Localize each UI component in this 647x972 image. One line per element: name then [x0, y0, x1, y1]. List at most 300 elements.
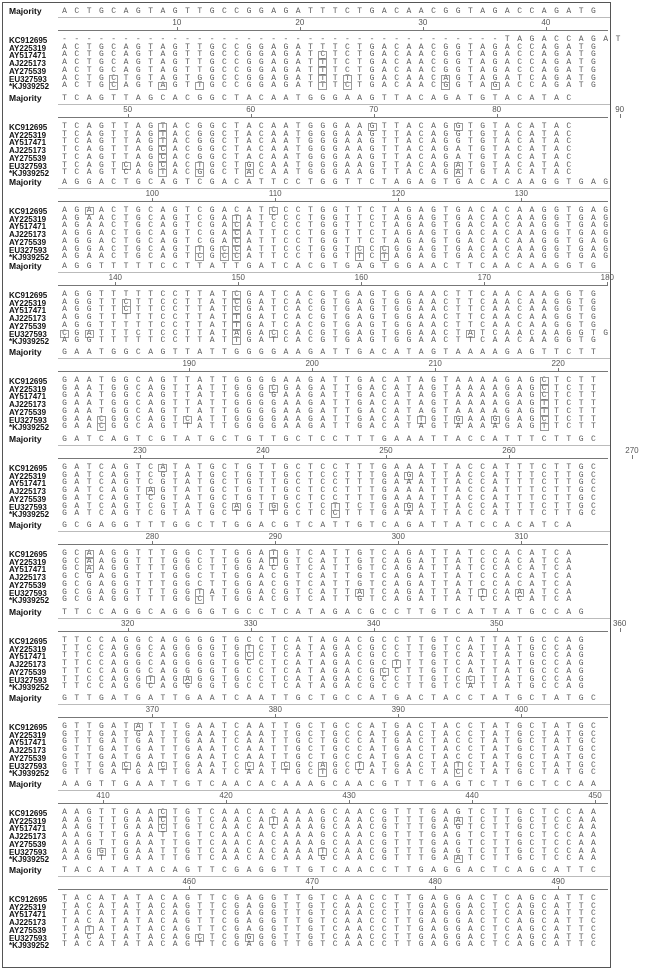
- base: G: [480, 122, 486, 131]
- base: A: [369, 760, 375, 770]
- base: G: [454, 416, 463, 424]
- base: G: [234, 909, 240, 919]
- ruler-tick-label: 110: [268, 189, 282, 198]
- base: T: [504, 745, 510, 755]
- base: G: [357, 399, 363, 409]
- base: A: [197, 760, 203, 770]
- base: G: [185, 608, 190, 617]
- base: A: [209, 745, 215, 755]
- base: T: [344, 178, 350, 187]
- base: A: [431, 313, 436, 323]
- base: G: [246, 556, 252, 566]
- base: G: [209, 493, 215, 503]
- base: G: [98, 137, 104, 147]
- base: T: [467, 564, 473, 574]
- base: C: [504, 221, 510, 231]
- base: C: [148, 463, 153, 472]
- base: T: [135, 595, 141, 605]
- base: T: [344, 244, 350, 254]
- base: A: [271, 122, 276, 131]
- base: A: [320, 579, 326, 589]
- base: G: [529, 636, 535, 645]
- base: G: [234, 651, 240, 661]
- base: G: [185, 932, 190, 942]
- base: A: [283, 348, 289, 357]
- base: A: [320, 348, 326, 357]
- base: A: [62, 236, 67, 246]
- base: A: [504, 145, 510, 155]
- base: T: [271, 651, 276, 661]
- base: T: [492, 846, 498, 856]
- base: T: [566, 924, 572, 934]
- base: G: [135, 65, 141, 75]
- base: A: [74, 909, 80, 919]
- base: T: [467, 160, 473, 170]
- base: T: [357, 65, 363, 75]
- base: T: [271, 509, 276, 519]
- base: C: [332, 846, 338, 856]
- base: A: [74, 823, 80, 833]
- base: T: [344, 435, 350, 444]
- base: A: [554, 760, 559, 770]
- base: G: [271, 917, 276, 927]
- base: G: [529, 391, 535, 401]
- base: T: [221, 406, 227, 416]
- base: A: [172, 917, 178, 927]
- base: G: [234, 521, 240, 530]
- base: C: [381, 556, 387, 566]
- base: G: [431, 815, 436, 825]
- base: A: [344, 608, 350, 617]
- base: C: [369, 206, 375, 215]
- base: C: [74, 168, 80, 178]
- base: G: [455, 823, 461, 833]
- base: G: [369, 674, 375, 684]
- base: T: [504, 808, 510, 817]
- base: G: [160, 435, 166, 444]
- base: T: [443, 244, 449, 254]
- base: T: [86, 65, 92, 75]
- base: A: [566, 521, 572, 530]
- base: T: [554, 435, 559, 444]
- base: G: [160, 348, 166, 357]
- base: C: [381, 932, 387, 942]
- base: G: [283, 470, 289, 480]
- base: T: [431, 486, 436, 496]
- base: A: [123, 42, 129, 52]
- base: C: [517, 262, 522, 271]
- base: A: [394, 486, 399, 496]
- base: C: [455, 682, 461, 692]
- base: T: [406, 406, 412, 416]
- base: C: [504, 894, 510, 903]
- base: A: [320, 608, 326, 617]
- base: C: [221, 463, 227, 472]
- base: A: [541, 290, 547, 299]
- base: C: [590, 866, 596, 875]
- base: C: [283, 244, 289, 254]
- base: A: [541, 320, 547, 330]
- base: C: [160, 297, 166, 307]
- base: T: [221, 729, 227, 739]
- base: C: [295, 493, 301, 503]
- base: G: [406, 221, 412, 231]
- alignment-block: [3, 92, 625, 179]
- base: T: [431, 493, 436, 503]
- base: T: [357, 206, 363, 215]
- base: T: [332, 406, 338, 416]
- base: G: [357, 556, 363, 566]
- base: C: [418, 122, 424, 131]
- base: C: [209, 780, 215, 789]
- base: A: [246, 940, 252, 950]
- base: G: [369, 152, 375, 162]
- base: A: [246, 213, 252, 223]
- base: G: [381, 435, 387, 444]
- base: A: [590, 244, 596, 254]
- base: A: [172, 932, 178, 942]
- base: T: [529, 470, 535, 480]
- base: T: [344, 509, 350, 519]
- base: C: [381, 682, 387, 692]
- base: T: [185, 262, 190, 271]
- base: C: [517, 556, 522, 566]
- base: C: [554, 823, 559, 833]
- ruler-tick: [103, 800, 104, 804]
- base: A: [295, 313, 301, 323]
- base: T: [185, 328, 190, 338]
- base: T: [394, 823, 399, 833]
- base: A: [566, 682, 572, 692]
- base: C: [148, 682, 153, 692]
- base: C: [443, 328, 449, 338]
- base: G: [431, 399, 436, 409]
- base: T: [86, 694, 92, 703]
- base: A: [455, 145, 461, 155]
- base: G: [431, 682, 436, 692]
- base: A: [431, 168, 436, 178]
- base: C: [541, 493, 547, 503]
- base: A: [135, 854, 141, 864]
- base: G: [258, 406, 264, 416]
- base: A: [517, 35, 522, 44]
- base: A: [62, 320, 67, 330]
- base: T: [578, 894, 584, 903]
- base: C: [431, 81, 436, 91]
- base: T: [566, 694, 572, 703]
- base: T: [320, 737, 326, 747]
- base: T: [295, 564, 301, 574]
- base: C: [554, 572, 559, 582]
- base: -: [467, 35, 473, 44]
- base: G: [369, 608, 375, 617]
- base: A: [406, 760, 412, 770]
- base: G: [369, 50, 375, 60]
- base: A: [295, 659, 301, 669]
- base: T: [467, 81, 473, 91]
- base: T: [344, 501, 350, 511]
- base: C: [467, 737, 473, 747]
- base: A: [418, 7, 424, 16]
- base: C: [221, 152, 227, 162]
- base: C: [467, 752, 473, 762]
- base: A: [418, 244, 424, 254]
- base: T: [541, 152, 547, 162]
- base: T: [197, 894, 203, 903]
- base: G: [111, 414, 117, 424]
- base: T: [86, 745, 92, 755]
- base: G: [406, 297, 412, 307]
- base: T: [541, 815, 547, 825]
- base: T: [123, 694, 129, 703]
- base: G: [209, 206, 215, 215]
- base: A: [431, 901, 436, 911]
- base: T: [467, 823, 473, 833]
- base: A: [529, 320, 535, 330]
- base: G: [344, 328, 350, 338]
- base: A: [480, 406, 486, 416]
- base: G: [554, 252, 559, 262]
- ruler-tick: [275, 198, 276, 202]
- base: C: [221, 470, 227, 480]
- base: T: [406, 651, 412, 661]
- base: G: [172, 572, 178, 582]
- base: T: [529, 501, 535, 511]
- base: T: [369, 549, 375, 558]
- base: -: [111, 35, 117, 44]
- base: C: [480, 521, 486, 530]
- base: A: [394, 595, 399, 605]
- base: T: [232, 215, 241, 223]
- base: T: [406, 808, 412, 817]
- base: A: [418, 549, 424, 558]
- base: C: [74, 81, 80, 91]
- base: G: [98, 122, 104, 131]
- base: T: [197, 320, 203, 330]
- base: T: [74, 674, 80, 684]
- base: G: [135, 58, 141, 68]
- base: G: [283, 486, 289, 496]
- base: C: [394, 608, 399, 617]
- base: G: [209, 509, 215, 519]
- base: A: [86, 213, 92, 223]
- base: A: [357, 823, 363, 833]
- base: C: [172, 328, 178, 338]
- base: G: [123, 509, 129, 519]
- base: A: [308, 846, 313, 856]
- ruler-tick: [595, 800, 596, 804]
- base: A: [492, 722, 498, 731]
- base: A: [541, 305, 547, 315]
- base: G: [344, 290, 350, 299]
- ruler-tick: [423, 27, 424, 31]
- base: T: [541, 737, 547, 747]
- base: T: [344, 206, 350, 215]
- base: A: [492, 509, 498, 519]
- base: T: [332, 65, 338, 75]
- base: T: [394, 917, 399, 927]
- base: A: [504, 7, 510, 16]
- base: C: [332, 909, 338, 919]
- base: C: [295, 236, 301, 246]
- base: T: [111, 160, 117, 170]
- base: T: [455, 336, 461, 346]
- base: C: [566, 780, 572, 789]
- base: T: [492, 823, 498, 833]
- base: G: [578, 509, 584, 519]
- base: -: [332, 35, 338, 44]
- base: T: [135, 564, 141, 574]
- base: G: [271, 391, 276, 401]
- base: A: [172, 137, 178, 147]
- base: T: [135, 556, 141, 566]
- base: T: [221, 376, 227, 385]
- base: C: [443, 297, 449, 307]
- base: T: [234, 145, 240, 155]
- base: A: [394, 521, 399, 530]
- base: G: [86, 823, 92, 833]
- base: A: [467, 221, 473, 231]
- base: A: [541, 7, 547, 16]
- base: C: [258, 122, 264, 131]
- base: T: [123, 244, 129, 254]
- base: T: [504, 815, 510, 825]
- base: A: [344, 129, 350, 139]
- base: A: [62, 305, 67, 315]
- base: T: [320, 866, 326, 875]
- base: G: [308, 940, 313, 950]
- base: G: [123, 831, 129, 841]
- base: G: [332, 674, 338, 684]
- base: T: [62, 682, 67, 692]
- base: T: [74, 608, 80, 617]
- base: T: [185, 320, 190, 330]
- base: T: [135, 587, 141, 597]
- sequence-label: AY517471: [9, 222, 47, 232]
- base: A: [357, 780, 363, 789]
- base: G: [209, 608, 215, 617]
- base: A: [148, 838, 153, 848]
- base: G: [123, 391, 129, 401]
- base: A: [221, 808, 227, 817]
- base: T: [431, 729, 436, 739]
- base: C: [480, 262, 486, 271]
- base: A: [197, 391, 203, 401]
- base: A: [295, 7, 301, 16]
- base: -: [283, 35, 289, 44]
- base: A: [541, 81, 547, 91]
- base: A: [517, 391, 522, 401]
- base: A: [504, 595, 510, 605]
- base: T: [443, 213, 449, 223]
- base: C: [158, 146, 167, 154]
- base: T: [234, 152, 240, 162]
- base: C: [590, 493, 596, 503]
- base: C: [480, 463, 486, 472]
- base: T: [172, 780, 178, 789]
- base: C: [221, 122, 227, 131]
- base: A: [172, 145, 178, 155]
- base: A: [504, 58, 510, 68]
- base: T: [467, 838, 473, 848]
- base: A: [172, 94, 178, 103]
- base: G: [62, 383, 67, 393]
- base: T: [467, 831, 473, 841]
- base: A: [406, 129, 412, 139]
- base: G: [74, 336, 80, 346]
- base: C: [517, 65, 522, 75]
- base: T: [344, 229, 350, 239]
- base: G: [172, 206, 178, 215]
- base: G: [123, 854, 129, 864]
- base: G: [111, 595, 117, 605]
- base: T: [185, 73, 190, 83]
- base: C: [195, 934, 204, 942]
- base: T: [197, 42, 203, 52]
- base: C: [283, 297, 289, 307]
- base: A: [74, 894, 80, 903]
- base: G: [332, 94, 338, 103]
- base: C: [541, 901, 547, 911]
- base: T: [123, 737, 129, 747]
- base: C: [246, 674, 252, 684]
- base: A: [246, 206, 252, 215]
- base: G: [135, 206, 141, 215]
- base: -: [172, 35, 178, 44]
- base: G: [135, 651, 141, 661]
- base: G: [320, 831, 326, 841]
- base: G: [517, 722, 522, 731]
- base: T: [160, 768, 166, 778]
- base: T: [271, 297, 276, 307]
- base: A: [221, 854, 227, 864]
- base: A: [74, 486, 80, 496]
- base: C: [234, 73, 240, 83]
- base: C: [245, 652, 254, 660]
- base: A: [467, 608, 473, 617]
- base: A: [62, 838, 67, 848]
- base: T: [98, 391, 104, 401]
- base: A: [492, 391, 498, 401]
- base: A: [566, 65, 572, 75]
- base: A: [590, 252, 596, 262]
- base: A: [529, 290, 535, 299]
- base: A: [431, 336, 436, 346]
- base: T: [369, 493, 375, 503]
- base: A: [467, 866, 473, 875]
- base: T: [295, 129, 301, 139]
- base: A: [318, 762, 327, 770]
- base: C: [480, 178, 486, 187]
- base: T: [135, 579, 141, 589]
- base: G: [443, 901, 449, 911]
- base: G: [320, 823, 326, 833]
- base: T: [554, 348, 559, 357]
- base: C: [540, 377, 549, 385]
- base: A: [209, 722, 215, 731]
- base: A: [529, 168, 535, 178]
- base: G: [554, 297, 559, 307]
- base: C: [74, 556, 80, 566]
- base: G: [160, 470, 166, 480]
- base: T: [308, 244, 313, 254]
- base: T: [578, 940, 584, 950]
- base: T: [406, 348, 412, 357]
- base: C: [258, 129, 264, 139]
- majority-label: Majority: [9, 93, 42, 103]
- base: C: [258, 643, 264, 653]
- base: G: [590, 336, 596, 346]
